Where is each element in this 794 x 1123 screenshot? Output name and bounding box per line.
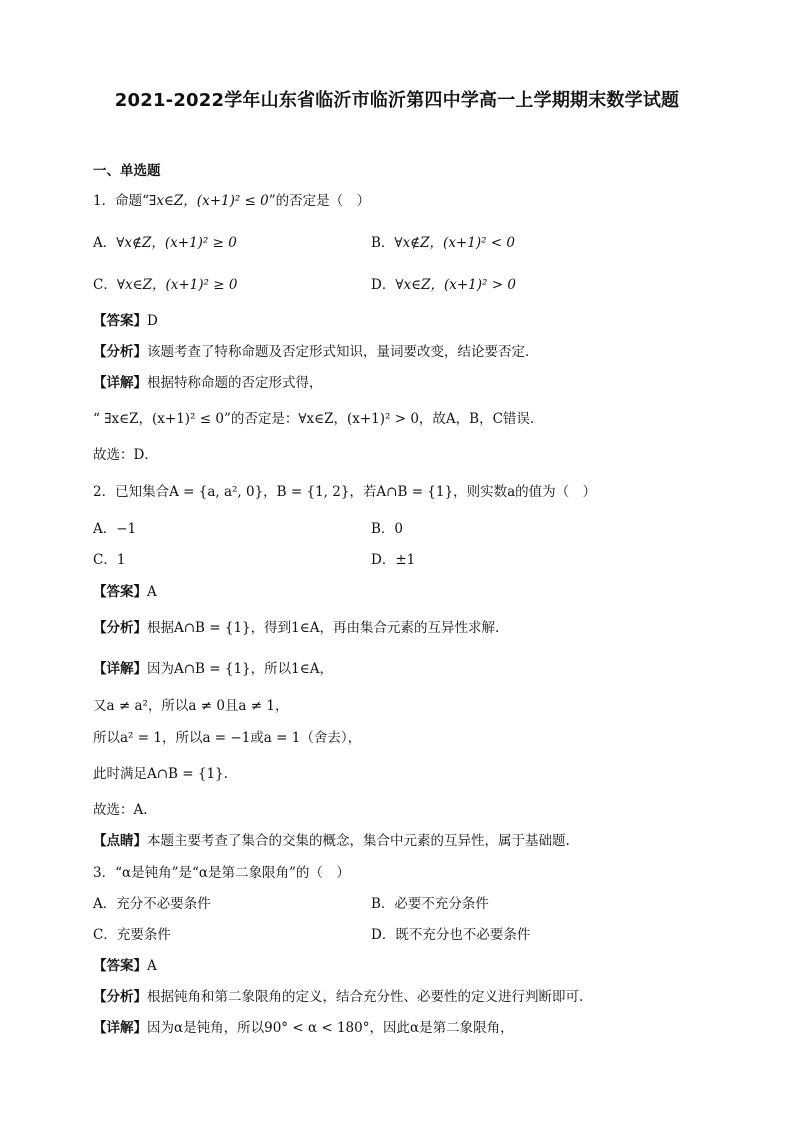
q1-option-c xyxy=(93,276,237,294)
analysis-text: 根据A∩B = {1}，得到1∈A，再由集合元素的互异性求解. xyxy=(147,620,500,636)
section-heading: 一、单选题 xyxy=(93,163,161,179)
detail-label: 【详解】 xyxy=(93,1020,147,1036)
analysis-label: 【分析】 xyxy=(93,989,147,1005)
q2-detail xyxy=(93,660,333,678)
answer-label: 【答案】 xyxy=(93,958,147,974)
q1-stem-prefix: 1．命题“ xyxy=(93,193,149,209)
analysis-label: 【分析】 xyxy=(93,620,147,636)
q2-line-3: 所以a² = 1，所以a = −1或a = 1（舍去）， xyxy=(93,730,362,746)
option-letter: A． xyxy=(93,521,117,537)
detail-text: 根据特称命题的否定形式得， xyxy=(147,375,323,391)
q2-analysis xyxy=(93,619,499,637)
option-letter: D． xyxy=(371,552,396,568)
option-text: 充分不必要条件 xyxy=(116,896,211,912)
analysis-label: 【分析】 xyxy=(93,344,147,360)
q1-stem-suffix: ”的否定是（ ） xyxy=(268,193,371,209)
option-math: ∀x∉Z，(x+1)² < 0 xyxy=(394,235,515,251)
detail-text: 因为α是钝角，所以90° < α < 180°，因此α是第二象限角， xyxy=(147,1020,514,1036)
q2-option-c xyxy=(93,551,125,569)
q1-choose: 故选：D． xyxy=(93,447,158,463)
answer-value: A xyxy=(147,584,157,600)
q1-analysis xyxy=(93,343,539,361)
option-letter: B． xyxy=(371,896,395,912)
q2-line-4: 此时满足A∩B = {1}. xyxy=(93,766,228,782)
q2-option-b xyxy=(371,520,403,538)
q3-stem: 3．“α是钝角”是“α是第二象限角”的（ ） xyxy=(93,865,350,881)
q3-option-b xyxy=(371,895,489,913)
answer-value: A xyxy=(147,958,157,974)
detail-label: 【详解】 xyxy=(93,375,147,391)
detail-text: 因为A∩B = {1}，所以1∈A， xyxy=(147,661,333,677)
option-letter: D． xyxy=(371,277,396,293)
option-math: 0 xyxy=(394,521,404,537)
page-title: 2021-2022学年山东省临沂市临沂第四中学高一上学期期末数学试题 xyxy=(114,90,680,111)
q2-choose: 故选：A. xyxy=(93,802,148,818)
analysis-text: 根据钝角和第二象限角的定义，结合充分性、必要性的定义进行判断即可. xyxy=(147,989,584,1005)
q1-stem xyxy=(93,192,370,210)
q3-option-c xyxy=(93,926,171,944)
option-text: 既不充分也不必要条件 xyxy=(395,927,531,943)
q1-stem-math: ∃x∈Z，(x+1)² ≤ 0 xyxy=(149,193,269,209)
q2-option-d xyxy=(371,551,415,569)
detail-label: 【详解】 xyxy=(93,661,147,677)
q2-option-a xyxy=(93,520,136,538)
q1-option-a xyxy=(93,234,237,252)
q2-stem: 2．已知集合A = {a, a², 0}，B = {1, 2}，若A∩B = {1}，则实数a的值为（ ） xyxy=(93,484,597,500)
option-letter: A． xyxy=(93,235,117,251)
option-math: 1 xyxy=(116,552,126,568)
q2-line-2: 又a ≠ a²，所以a ≠ 0且a ≠ 1， xyxy=(93,698,289,714)
answer-value: D xyxy=(147,313,158,329)
q3-answer xyxy=(93,957,157,975)
q1-detail xyxy=(93,374,323,392)
comment-text: 本题主要考查了集合的交集的概念，集合中元素的互异性，属于基础题. xyxy=(147,833,570,849)
q2-comment xyxy=(93,832,570,850)
option-letter: C． xyxy=(93,552,117,568)
q3-option-d xyxy=(371,926,530,944)
option-letter: A． xyxy=(93,896,117,912)
q1-option-b xyxy=(371,234,515,252)
option-math: −1 xyxy=(116,521,137,537)
q3-option-a xyxy=(93,895,211,913)
option-math: ∀x∈Z，(x+1)² > 0 xyxy=(395,277,516,293)
option-math: ±1 xyxy=(395,552,416,568)
option-math: ∀x∈Z，(x+1)² ≥ 0 xyxy=(116,277,238,293)
q3-detail xyxy=(93,1019,514,1037)
option-letter: C． xyxy=(93,927,117,943)
option-letter: C． xyxy=(93,277,117,293)
option-math: ∀x∉Z，(x+1)² ≥ 0 xyxy=(116,235,237,251)
option-text: 必要不充分条件 xyxy=(394,896,489,912)
q2-answer xyxy=(93,583,157,601)
comment-label: 【点睛】 xyxy=(93,833,147,849)
q1-answer xyxy=(93,312,158,330)
q3-analysis xyxy=(93,988,583,1006)
option-letter: B． xyxy=(371,521,395,537)
q1-option-d xyxy=(371,276,516,294)
answer-label: 【答案】 xyxy=(93,584,147,600)
analysis-text: 该题考查了特称命题及否定形式知识，量词要改变，结论要否定． xyxy=(147,344,539,360)
option-text: 充要条件 xyxy=(116,927,171,943)
answer-label: 【答案】 xyxy=(93,313,147,329)
q1-detail-2: “ ∃x∈Z，(x+1)² ≤ 0”的否定是：∀x∈Z，(x+1)² > 0，故A，B，C错误. xyxy=(93,411,535,427)
option-letter: B． xyxy=(371,235,395,251)
option-letter: D． xyxy=(371,927,396,943)
